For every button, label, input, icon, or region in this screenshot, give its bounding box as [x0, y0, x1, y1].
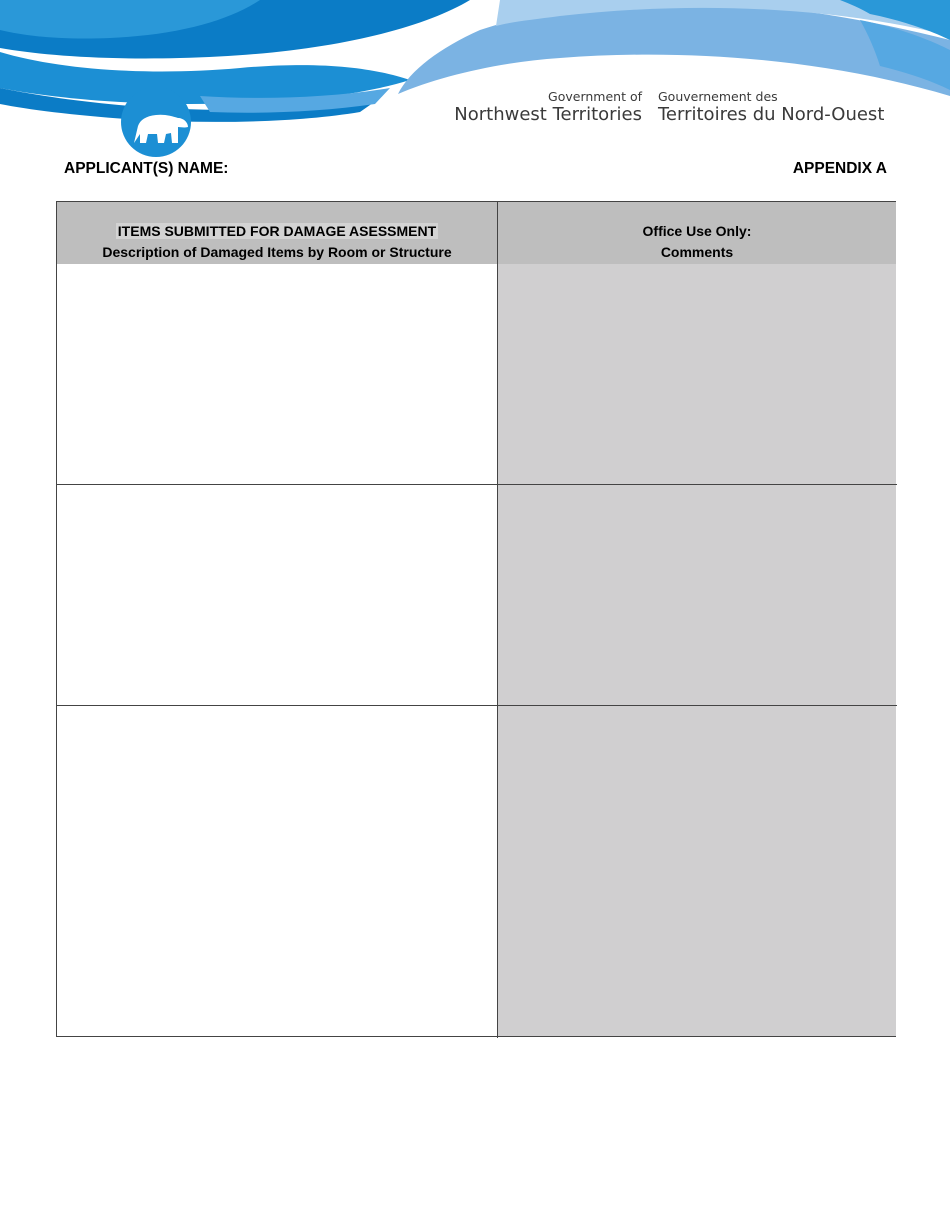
comments-cell-3[interactable]: [498, 706, 896, 1036]
damage-assessment-table: [56, 201, 896, 1037]
comments-cell-2[interactable]: [498, 485, 896, 705]
description-column-header: [57, 202, 497, 264]
description-cell-1[interactable]: [57, 264, 497, 484]
gov-name-french: [658, 89, 908, 126]
applicant-name-label: APPLICANT(S) NAME:: [64, 160, 229, 177]
header-banner: [0, 0, 950, 160]
description-header-title: ITEMS SUBMITTED FOR DAMAGE ASESSMENT: [117, 223, 437, 239]
description-cell-2[interactable]: [57, 485, 497, 705]
gov-fr-prefix: Gouvernement des: [658, 89, 778, 104]
description-header-subtitle: Description of Damaged Items by Room or Structure: [102, 244, 452, 260]
description-cell-3[interactable]: [57, 706, 497, 1036]
gov-name-english: [430, 89, 642, 126]
comments-column-header: [498, 202, 896, 264]
appendix-label: APPENDIX A: [792, 160, 887, 177]
gov-en-territory: Northwest Territories: [454, 104, 642, 125]
comments-header-subtitle: Comments: [660, 244, 734, 260]
gov-fr-territory: Territoires du Nord-Ouest: [658, 104, 885, 125]
comments-header-title: Office Use Only:: [642, 223, 752, 239]
comments-cell-1[interactable]: [498, 264, 896, 484]
polar-bear-logo-icon: [121, 87, 191, 157]
gov-en-prefix: Government of: [548, 89, 642, 104]
